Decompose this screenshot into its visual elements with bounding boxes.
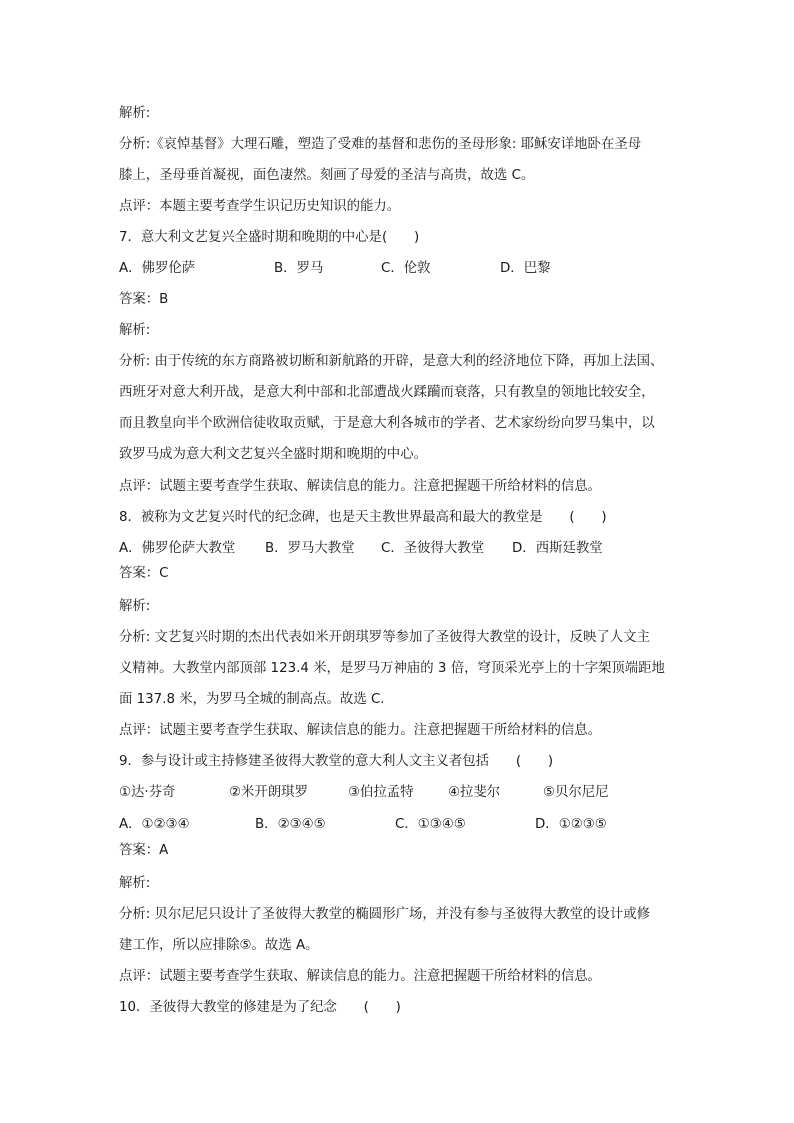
q8-analysis-label: 解析: [119,599,151,614]
q9-option-a: A．①②③④ [119,817,190,832]
q9-item-2: ②米开朗琪罗 [229,785,308,800]
q8-option-c: C．圣彼得大教堂 [381,541,485,556]
q8-stem: 8．被称为文艺复兴时代的纪念碑，也是天主教世界最高和最大的教堂是 ( ) [119,510,607,525]
q8-option-d: D．西斯廷教堂 [512,541,603,556]
q7-analysis-line-3: 而且教皇向半个欧洲信徒收取贡赋，于是意大利各城市的学者、艺术家纷纷向罗马集中，以 [119,416,655,431]
q7-option-d: D．巴黎 [500,261,551,276]
q8-analysis-line-3: 面 137.8 米，为罗马全城的制高点。故选 C. [119,692,385,707]
q7-analysis-line-2: 西班牙对意大利开战，是意大利中部和北部遭战火蹂躏而衰落，只有教皇的领地比较安全， [119,385,655,400]
q6-analysis-label: 解析: [119,106,151,121]
q7-stem: 7．意大利文艺复兴全盛时期和晚期的中心是( ) [119,230,420,245]
q8-option-a: A．佛罗伦萨大教堂 [119,541,236,556]
q9-option-d: D．①②③⑤ [535,817,607,832]
q8-option-b: B．罗马大教堂 [265,541,355,556]
q6-analysis-line-1: 分析:《哀悼基督》大理石雕，塑造了受难的基督和悲伤的圣母形象: 耶稣安详地卧在圣母 [119,137,642,152]
q7-option-a: A．佛罗伦萨 [119,261,196,276]
q9-analysis-line-2: 建工作，所以应排除⑤。故选 A。 [119,938,319,953]
q8-answer: 答案：C [119,566,169,581]
q8-analysis-line-2: 义精神。大教堂内部顶部 123.4 米，是罗马万神庙的 3 倍，穹顶采光亭上的十字架顶端距地 [119,661,665,676]
q9-item-3: ③伯拉孟特 [348,785,414,800]
q7-option-c: C．伦敦 [381,261,431,276]
q6-comment: 点评：本题主要考查学生识记历史知识的能力。 [119,199,401,214]
q7-analysis-line-4: 致罗马成为意大利文艺复兴全盛时期和晚期的中心。 [119,447,427,462]
q9-answer: 答案：A [119,843,169,858]
q9-item-5: ⑤贝尔尼尼 [543,785,609,800]
q7-analysis-line-1: 分析: 由于传统的东方商路被切断和新航路的开辟，是意大利的经济地位下降，再加上法国、 [119,354,664,369]
q7-answer: 答案：B [119,292,169,307]
q9-stem: 9．参与设计或主持修建圣彼得大教堂的意大利人文主义者包括 ( ) [119,754,554,769]
q9-item-4: ④拉斐尔 [448,785,501,800]
q9-comment: 点评：试题主要考查学生获取、解读信息的能力。注意把握题干所给材料的信息。 [119,969,602,984]
q7-analysis-label: 解析: [119,323,151,338]
q9-analysis-label: 解析: [119,876,151,891]
q8-analysis-line-1: 分析: 文艺复兴时期的杰出代表如米开朗琪罗等参加了圣彼得大教堂的设计，反映了人文主 [119,630,650,645]
q9-analysis-line-1: 分析: 贝尔尼尼只设计了圣彼得大教堂的椭圆形广场，并没有参与圣彼得大教堂的设计或修 [119,907,650,922]
q7-option-b: B．罗马 [274,261,324,276]
q8-comment: 点评：试题主要考查学生获取、解读信息的能力。注意把握题干所给材料的信息。 [119,723,602,738]
q7-comment: 点评：试题主要考查学生获取、解读信息的能力。注意把握题干所给材料的信息。 [119,479,602,494]
q9-item-1: ①达·芬奇 [119,785,176,800]
q9-option-c: C．①③④⑤ [395,817,466,832]
q10-stem: 10．圣彼得大教堂的修建是为了纪念 ( ) [119,1000,401,1015]
q6-analysis-line-2: 膝上，圣母垂首凝视，面色凄然。刻画了母爱的圣洁与高贵，故选 C。 [119,168,535,183]
q9-option-b: B．②③④⑤ [255,817,326,832]
